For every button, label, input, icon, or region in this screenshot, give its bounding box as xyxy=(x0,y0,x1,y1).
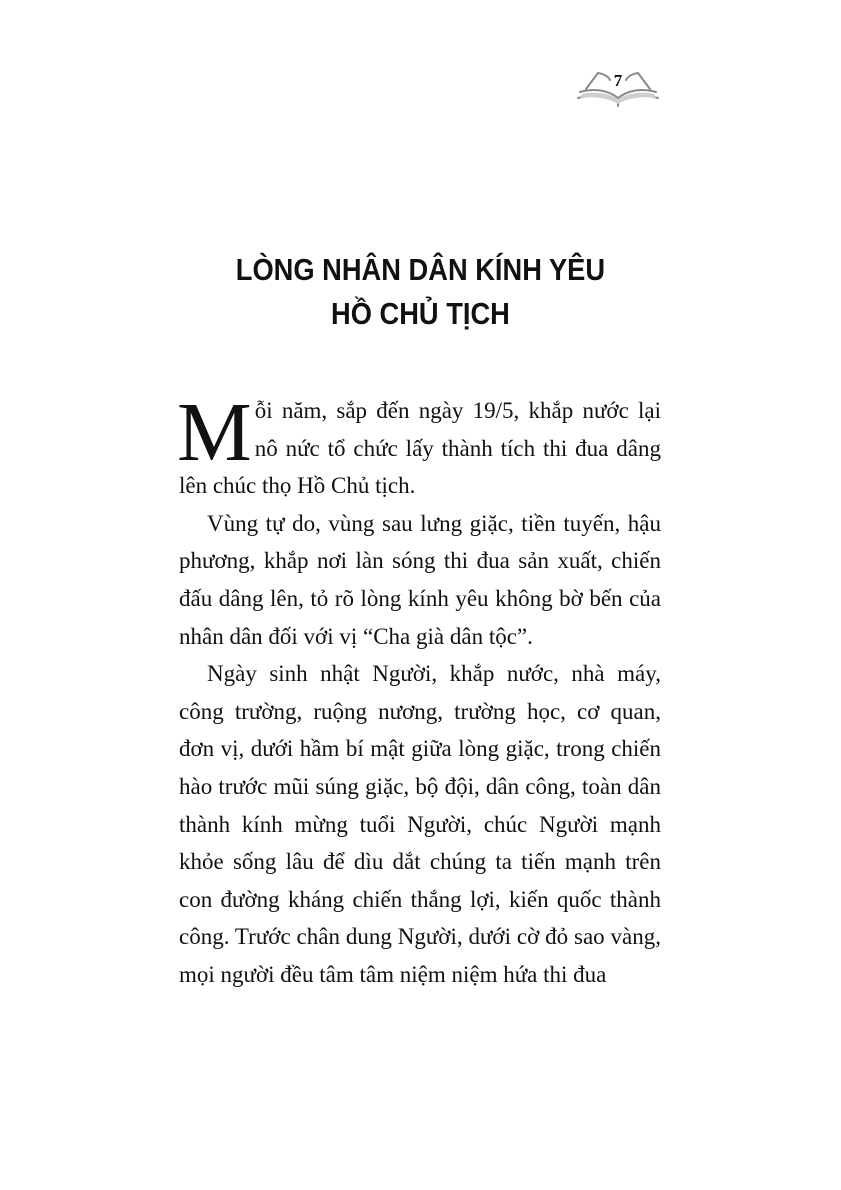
page-header-ornament xyxy=(576,68,660,110)
chapter-title-line-2: HỒ CHỦ TỊCH xyxy=(331,296,510,331)
paragraph-3: Ngày sinh nhật Người, khắp nước, nhà máy, công trường, ruộng nương, trường học, cơ quan, đơn vị, dưới hầm bí mật giữa lòng giặc, trong chiến hào trước mũi súng giặc, bộ đội, dân công, toàn dân thành kính mừng tuổi Người, chúc Người mạnh khỏe sống lâu để dìu dắt chúng ta tiến mạnh trên con đường kháng chiến thắng lợi, kiến quốc thành công. Trước chân dung Người, dưới cờ đỏ sao vàng, mọi người đều tâm tâm niệm niệm hứa thi đua xyxy=(179,661,661,987)
chapter-title-line-1: LÒNG NHÂN DÂN KÍNH YÊU xyxy=(235,252,606,287)
paragraph-1-text: ỗi năm, sắp đến ngày 19/5, khắp nước lại nô nức tổ chức lấy thành tích thi đua dâng lên chúc thọ Hồ Chủ tịch. xyxy=(179,398,661,499)
drop-cap: M xyxy=(177,386,252,479)
paragraph-1 xyxy=(177,386,661,505)
page-number: 7 xyxy=(613,71,623,90)
chapter-title xyxy=(50,248,790,336)
paragraph-2: Vùng tự do, vùng sau lưng giặc, tiền tuyến, hậu phương, khắp nơi làn sóng thi đua sản xuất, chiến đấu dâng lên, tỏ rõ lòng kính yêu không bờ bến của nhân dân đối với vị “Cha già dân tộc”. xyxy=(179,510,661,649)
body-text xyxy=(177,386,661,994)
